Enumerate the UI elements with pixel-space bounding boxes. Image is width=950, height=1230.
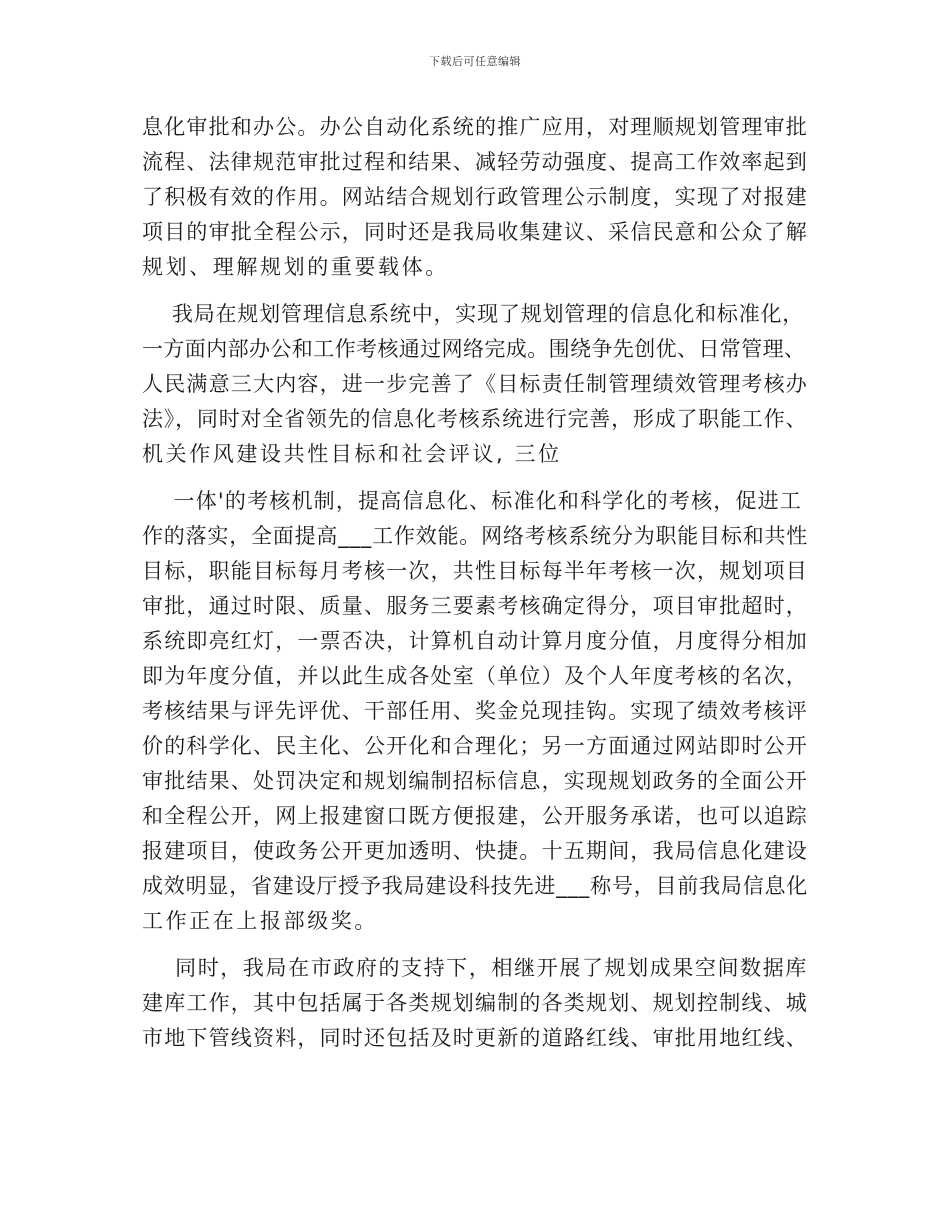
text-line: 成效明显，省建设厅授予我局建设科技先进___称号，目前我局信息化 <box>142 874 809 898</box>
text-line: 同时，我局在市政府的支持下，相继开展了规划成果空间数据库 <box>142 956 808 980</box>
text-line: 考核结果与评先评优、干部任用、奖金兑现挂钩。实现了绩效考核评 <box>142 699 808 723</box>
text-line: 系统即亮红灯，一票否决，计算机自动计算月度分值，月度得分相加 <box>142 629 808 653</box>
text-line: 机关作风建设共性目标和社会评议, 三位 <box>142 442 562 466</box>
text-line: 价的科学化、民主化、公开化和合理化；另一方面通过网站即时公开 <box>142 734 808 758</box>
text-line: 建库工作，其中包括属于各类规划编制的各类规划、规划控制线、城 <box>142 991 808 1015</box>
text-line: 一方面内部办公和工作考核通过网络完成。围绕争先创优、日常管理、 <box>142 337 806 361</box>
text-line: 市地下管线资料，同时还包括及时更新的道路红线、审批用地红线、 <box>142 1026 808 1050</box>
text-line: 报建项目，使政务公开更加透明、快捷。十五期间，我局信息化建设 <box>142 839 808 863</box>
text-line: 工作正在上报部级奖。 <box>142 909 378 933</box>
text-line: 作的落实，全面提高___工作效能。网络考核系统分为职能目标和共性 <box>142 524 809 548</box>
text-line: 我局在规划管理信息系统中，实现了规划管理的信息化和标准化， <box>142 302 805 326</box>
text-line: 和全程公开，网上报建窗口既方便报建，公开服务承诺，也可以追踪 <box>142 804 808 828</box>
text-line: 即为年度分值，并以此生成各处室（单位）及个人年度考核的名次， <box>142 664 808 688</box>
text-line: 人民满意三大内容，进一步完善了《目标责任制管理绩效管理考核办 <box>142 372 808 396</box>
text-line: 规划、理解规划的重要载体。 <box>142 255 449 279</box>
text-line: 审批结果、处罚决定和规划编制招标信息，实现规划政务的全面公开 <box>142 769 808 793</box>
text-line: 一体'的考核机制，提高信息化、标准化和科学化的考核，促进工 <box>142 489 803 513</box>
text-line: 流程、法律规范审批过程和结果、减轻劳动强度、提高工作效率起到 <box>142 150 808 174</box>
text-line: 法》，同时对全省领先的信息化考核系统进行完善，形成了职能工作、 <box>142 407 808 431</box>
text-line: 息化审批和办公。办公自动化系统的推广应用，对理顺规划管理审批 <box>142 115 808 139</box>
page-header: 下载后可任意编辑 <box>429 55 521 68</box>
text-line: 目标，职能目标每月考核一次，共性目标每半年考核一次，规划项目 <box>142 559 808 583</box>
text-line: 项目的审批全程公示，同时还是我局收集建议、采信民意和公众了解 <box>142 220 808 244</box>
text-line: 审批，通过时限、质量、服务三要素考核确定得分，项目审批超时， <box>142 594 808 618</box>
text-line: 了积极有效的作用。网站结合规划行政管理公示制度，实现了对报建 <box>142 185 808 209</box>
